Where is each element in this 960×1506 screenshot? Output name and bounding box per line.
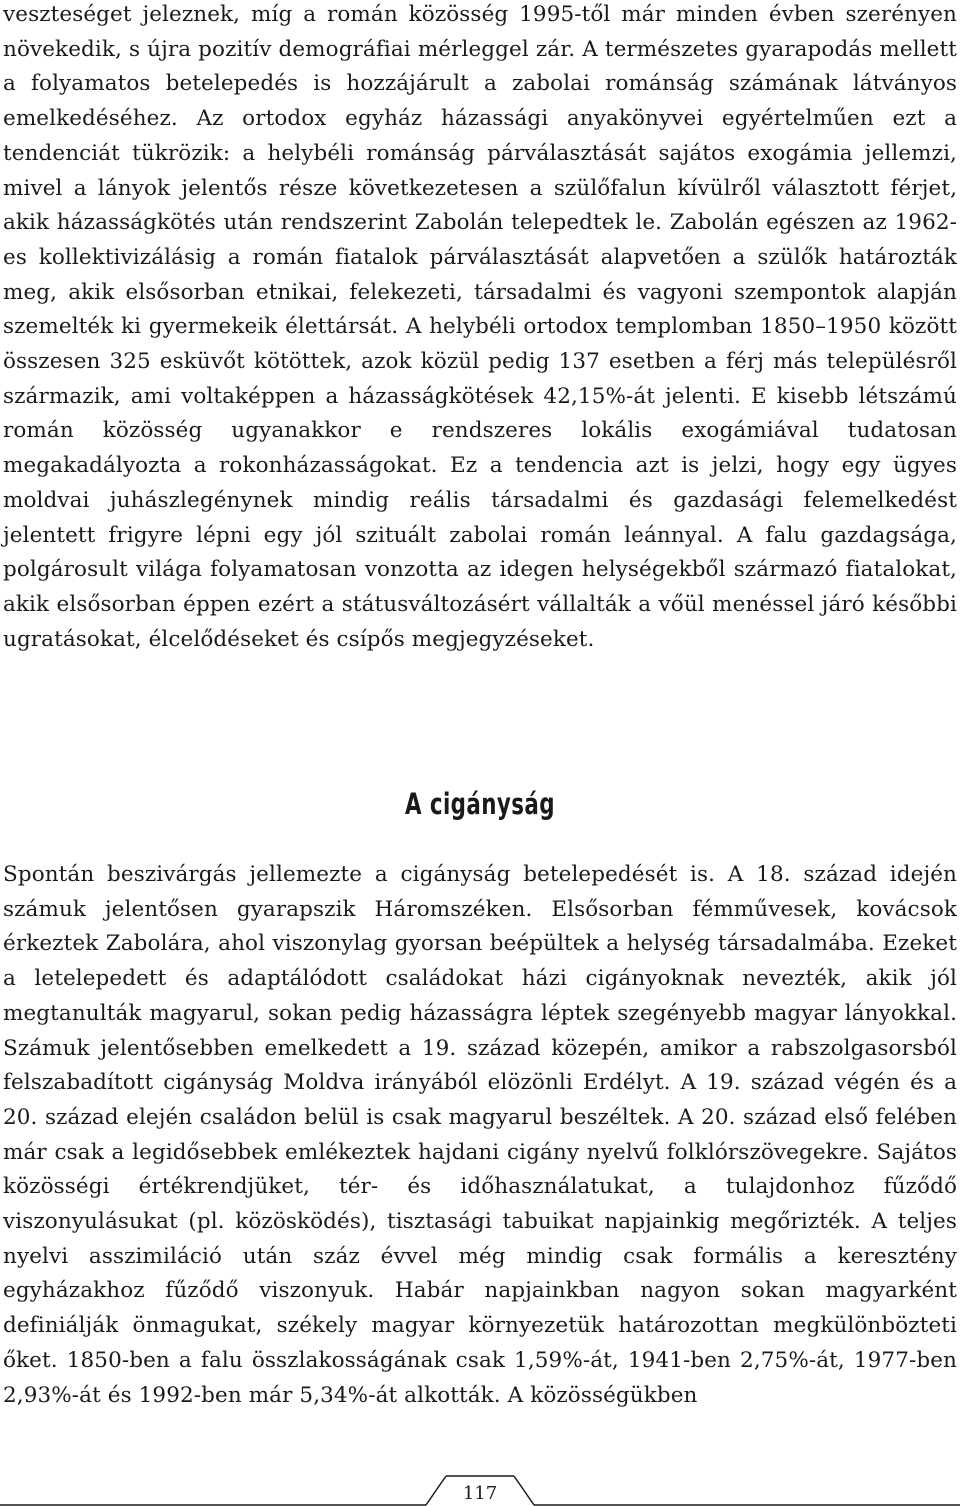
page-number: 117 (462, 1483, 498, 1504)
section-heading: A cigányság (405, 787, 555, 821)
body-paragraph-top: veszteséget jeleznek, míg a román közösség 1995-től már minden évben szerényen növekedik, s újra pozitív demográfiai mérleggel zár. A természetes gyarapodás mellett a folyamatos betelepedés is hozzájárult a zabolai románság számának látványos emelkedéséhez. Az ortodox egyház házassági anyakönyvei egyértelműen ezt a tendenciát tükrözik: a helybéli románság párválasztását sajátos exogámia jellemzi, mivel a lányok jelentős része következetesen a szülőfalun kívülről választott férjet, akik házasságkötés után rendszerint Zabolán telepedtek le. Zabolán egészen az 1962-es kollektivizálásig a román fiatalok párválasztását alapvetően a szülők határozták meg, akik elsősorban etnikai, felekezeti, társadalmi és vagyoni szempontok alapján szemelték ki gyermekeik élettársát. A helybéli ortodox templomban 1850–1950 között összesen 325 esküvőt kötöttek, azok közül pedig 137 esetben a férj más településről származik, ami voltaképpen a házasságkötések 42,15%-át jelenti. E kisebb létszámú román közösség ugyanakkor e rendszeres lokális exogámiával tudatosan megakadályozta a rokonházasságokat. Ez a tendencia azt is jelzi, hogy egy ügyes moldvai juhászlegénynek mindig reális társadalmi és gazdasági felemelkedést jelentett frigyre lépni egy jól szituált zabolai román leánnyal. A falu gazdagsága, polgárosult világa folyamatosan vonzotta az idegen helységekből származó fiatalokat, akik elsősorban éppen ezért a státusváltozásért vállalták a vőül menéssel járó későbbi ugratásokat, élcelődéseket és csípős megjegyzéseket. (3, 2, 957, 652)
body-paragraph-bottom: Spontán beszivárgás jellemezte a cigányság betelepedését is. A 18. század idején számuk jelentősen gyarapszik Háromszéken. Elsősorban fémművesek, kovácsok érkeztek Zabolára, ahol viszonylag gyorsan beépültek a helység társadalmába. Ezeket a letelepedett és adaptálódott családokat házi cigányoknak nevezték, akik jól megtanulták magyarul, sokan pedig házasságra léptek szegényebb magyar lányokkal. Számuk jelentősebben emelkedett a 19. század közepén, amikor a rabszolgasorsból felszabadított cigányság Moldva irányából elözönli Erdélyt. A 19. század végén és a 20. század elején családon belül is csak magyarul beszéltek. A 20. század első felében már csak a legidősebbek emlékeztek hajdani cigány nyelvű folklórszövegekre. Sajátos közösségi értékrendjüket, tér- és időhasználatukat, a tulajdonhoz fűződő viszonyulásukat (pl. közösködés), tisztasági tabuikat napjainkig megőrizték. A teljes nyelvi asszimiláció után száz évvel még mindig csak formális a keresztény egyházakhoz fűződő viszonyuk. Habár napjainkban nagyon sokan magyarként definiálják önmagukat, székely magyar környezetük határozottan megkülönbözteti őket. 1850-ben a falu összlakosságának csak 1,59%-át, 1941-ben 2,75%-át, 1977-ben 2,93%-át és 1992-ben már 5,34%-át alkották. A közösségükben (3, 862, 957, 1408)
